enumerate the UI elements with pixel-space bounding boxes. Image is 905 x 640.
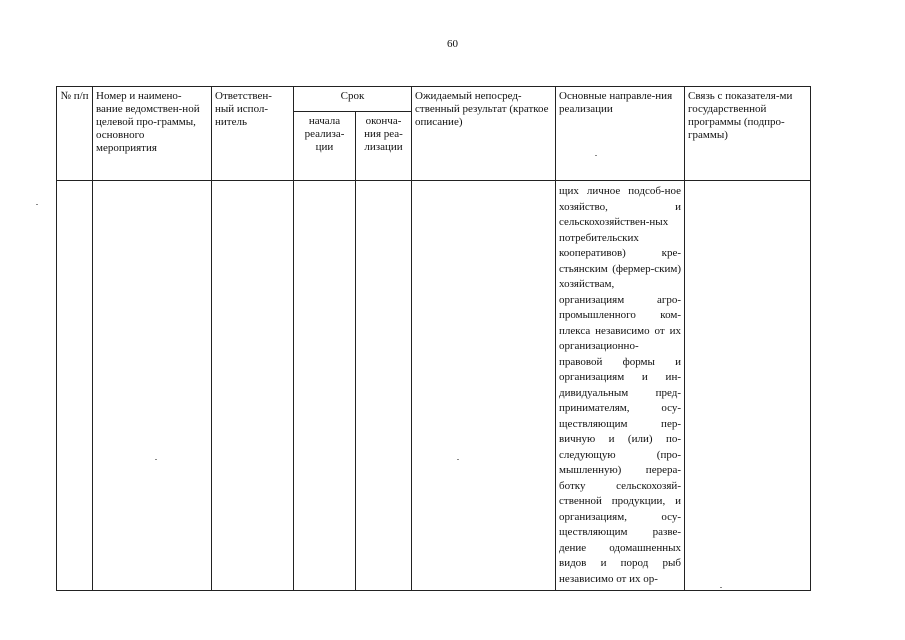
scan-speck	[36, 204, 38, 205]
cell-term-start	[294, 181, 356, 591]
header-program-name: Номер и наимено-вание ведомствен-ной целевой про-граммы, основного мероприятия	[93, 87, 212, 181]
header-term: Срок	[294, 87, 412, 112]
scan-speck	[457, 459, 459, 460]
cell-num	[57, 181, 93, 591]
header-responsible: Ответствен-ный испол-нитель	[212, 87, 294, 181]
cell-program-name	[93, 181, 212, 591]
page-number: 60	[447, 38, 458, 50]
header-num: № п/п	[57, 87, 93, 181]
header-main-directions: Основные направле-ния реализации	[556, 87, 685, 181]
cell-indicators-link	[685, 181, 811, 591]
cell-responsible	[212, 181, 294, 591]
scan-speck	[595, 155, 597, 156]
header-term-start: начала реализа-ции	[294, 112, 356, 181]
measures-table	[56, 86, 811, 591]
header-row-1	[57, 87, 811, 112]
header-term-end: оконча-ния реа-лизации	[356, 112, 412, 181]
scan-speck	[155, 459, 157, 460]
table-row	[57, 181, 811, 591]
header-expected-result: Ожидаемый непосред-ственный результат (краткое описание)	[412, 87, 556, 181]
cell-term-end	[356, 181, 412, 591]
cell-main-directions: щих личное подсоб-ное хозяйство, и сельскохозяйствен-ных потребительских кооперативов) кре-стьянским (фермер-ским) хозяйствам, организациям агро-промышленного ком-плекса независимо от их организационно-правовой формы и организациям и ин-дивидуальным пред-принимателям, осу-ществляющим пер-вичную и (или) по-следующую (про-мышленную) перера-ботку сельскохозяй-ственной продукции, и организациям, осу-ществляющим разве-дение одомашненных видов и пород рыб независимо от их ор-	[556, 181, 685, 591]
cell-expected-result	[412, 181, 556, 591]
scan-speck	[720, 587, 722, 588]
header-indicators-link: Связь с показателя-ми государственной программы (подпро-граммы)	[685, 87, 811, 181]
